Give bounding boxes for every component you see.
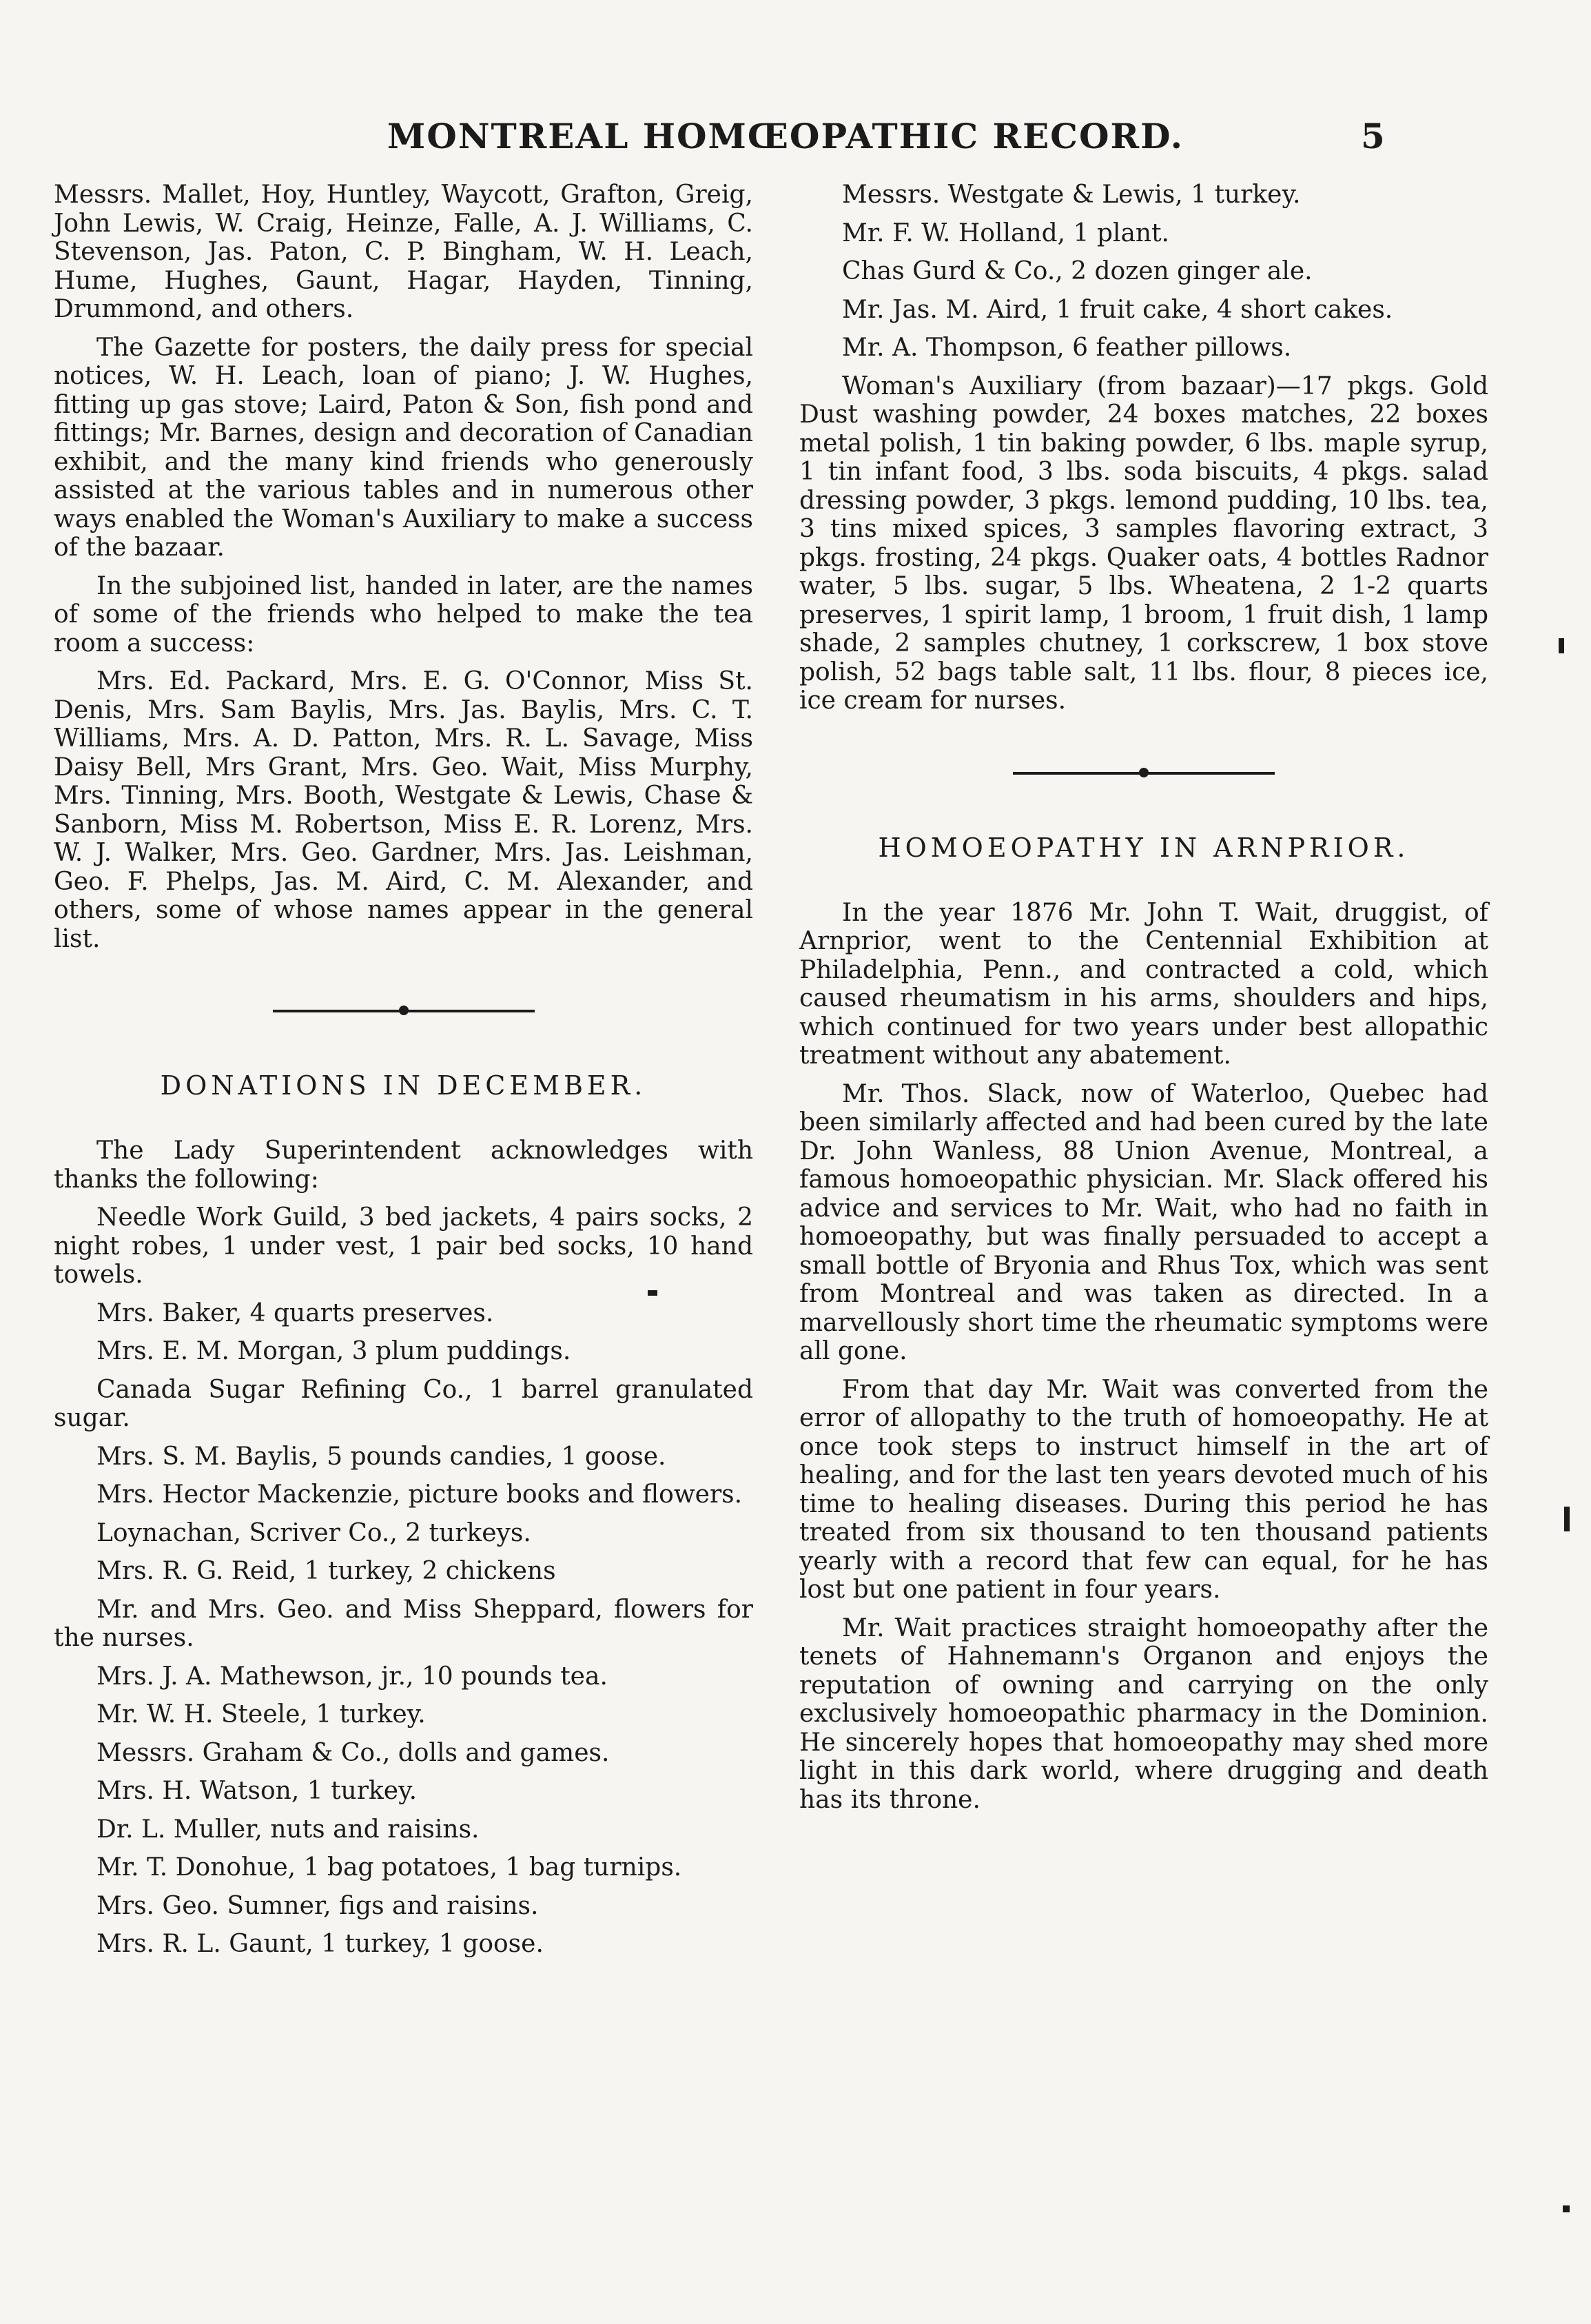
divider-dot — [399, 1006, 409, 1015]
donation-item: Mr. T. Donohue, 1 bag potatoes, 1 bag turnips. — [96, 1853, 682, 1882]
donation-item: Chas Gurd & Co., 2 dozen ginger ale. — [842, 257, 1313, 285]
donation-item: Woman's Auxiliary (from bazaar)—17 pkgs. Gold Dust washing powder, 24 boxes matches, 22 boxes metal polish, 1 tin baking powder, 6 lbs. maple syrup, 1 tin infant food, 3 lbs. soda biscuits, 4 pkgs. salad dressing powder, 3 pkgs. lemond pudding, 10 lbs. tea, 3 tins mixed spices, 3 samples flavoring extract, 3 pkgs. frosting, 24 pkgs. Quaker oats, 4 bottles Radnor water, 5 lbs. sugar, 5 lbs. Wheatena, 2 1-2 quarts preserves, 1 spirit lamp, 1 broom, 1 fruit dish, 1 lamp shade, 2 samples chutney, 1 corkscrew, 1 box stove polish, 52 bags table salt, 11 lbs. flour, 8 pieces ice, ice cream for nurses. — [799, 371, 1488, 715]
donation-item: Mr. Jas. M. Aird, 1 fruit cake, 4 short cakes. — [842, 295, 1393, 324]
page-number: 5 — [1361, 116, 1385, 156]
donation-item: Mr. W. H. Steele, 1 turkey. — [96, 1700, 426, 1729]
article-paragraph: Mr. Wait practices straight homoeopathy after the tenets of Hahnemann's Organon and enjoys the reputation of owning and carrying on the only exclusively homoeopathic pharmacy in the Dominion. He sincerely hopes that homoeopathy may shed more light in this dark world, where drugging and death has its throne. — [799, 1613, 1488, 1814]
article-paragraph: Mr. Thos. Slack, now of Waterloo, Quebec had been similarly affected and had been cured by the late Dr. John Wanless, 88 Union Avenue, Montreal, a famous homoeopathic physician. Mr. Slack offered his advice and services to Mr. Wait, who had no faith in homoeopathy, but was finally persuaded to accept a small bottle of Bryonia and Rhus Tox, which was sent from Montreal and was taken as directed. In a marvellously short time the rheumatic symptoms were all gone. — [799, 1079, 1488, 1365]
donation-item: Loynachan, Scriver Co., 2 turkeys. — [96, 1518, 531, 1547]
intro-paragraph: The Gazette for posters, the daily press for special notices, W. H. Leach, loan of piano; J. W. Hughes, fitting up gas stove; Laird, Paton & Son, fish pond and fittings; Mr. Barnes, design and decoration of Canadian exhibit, and the many kind friends who generously assisted at the various tables and in numerous other ways enabled the Woman's Auxiliary to make a success of the bazaar. — [54, 333, 753, 562]
print-speck — [1563, 2205, 1570, 2212]
donation-item: Dr. L. Muller, nuts and raisins. — [96, 1815, 480, 1844]
print-speck — [1564, 1507, 1570, 1531]
donation-item: Mrs. R. L. Gaunt, 1 turkey, 1 goose. — [96, 1930, 544, 1958]
donation-item: Mrs. E. M. Morgan, 3 plum puddings. — [96, 1337, 571, 1365]
donation-item: Mr. F. W. Holland, 1 plant. — [842, 218, 1169, 247]
left-column — [54, 181, 753, 1968]
donation-item: Mrs. H. Watson, 1 turkey. — [96, 1777, 418, 1805]
section-divider — [273, 1010, 535, 1012]
donation-item: Mr. A. Thompson, 6 feather pillows. — [842, 334, 1292, 362]
section-divider — [1013, 772, 1275, 775]
print-speck — [648, 1290, 657, 1296]
donation-item: Mrs. R. G. Reid, 1 turkey, 2 chickens — [96, 1557, 556, 1585]
donations-title: DONATIONS IN DECEMBER. — [160, 1070, 647, 1101]
donations-intro: The Lady Superintendent acknowledges with thanks the following: — [54, 1136, 753, 1194]
intro-paragraph: Messrs. Mallet, Hoy, Huntley, Waycott, Grafton, Greig, John Lewis, W. Craig, Heinze, Falle, A. J. Williams, C. Stevenson, Jas. Paton, C. P. Bingham, W. H. Leach, Hume, Hughes, Gaunt, Hagar, Hayden, Tinning, Drummond, and others. — [54, 181, 753, 323]
donation-item: Needle Work Guild, 3 bed jackets, 4 pairs socks, 2 night robes, 1 under vest, 1 pair bed socks, 10 hand towels. — [54, 1203, 753, 1289]
intro-paragraph: In the subjoined list, handed in later, are the names of some of the friends who helped to make the tea room a success: — [54, 571, 753, 658]
donation-item: Mrs. S. M. Baylis, 5 pounds candies, 1 goose. — [96, 1442, 666, 1471]
donation-item: Mrs. Geo. Sumner, figs and raisins. — [96, 1891, 539, 1920]
donation-item: Messrs. Westgate & Lewis, 1 turkey. — [842, 181, 1301, 209]
donation-item: Canada Sugar Refining Co., 1 barrel granulated sugar. — [54, 1375, 753, 1432]
right-column — [799, 181, 1488, 1824]
donation-item: Mrs. Hector Mackenzie, picture books and flowers. — [96, 1480, 743, 1509]
running-title: MONTREAL HOMŒOPATHIC RECORD. — [387, 116, 1184, 156]
donation-item: Mr. and Mrs. Geo. and Miss Sheppard, flowers for the nurses. — [54, 1595, 753, 1652]
donation-item: Mrs. Baker, 4 quarts preserves. — [96, 1298, 494, 1327]
donation-item: Messrs. Graham & Co., dolls and games. — [96, 1738, 610, 1767]
divider-dot — [1139, 768, 1149, 777]
print-speck — [1559, 638, 1564, 653]
intro-paragraph: Mrs. Ed. Packard, Mrs. E. G. O'Connor, Miss St. Denis, Mrs. Sam Baylis, Mrs. Jas. Baylis, Mrs. C. T. Williams, Mrs. A. D. Patton, Mrs. R. L. Savage, Miss Daisy Bell, Mrs Grant, Mrs. Geo. Wait, Miss Murphy, Mrs. Tinning, Mrs. Booth, Westgate & Lewis, Chase & Sanborn, Miss M. Robertson, Miss E. R. Lorenz, Mrs. W. J. Walker, Mrs. Geo. Gardner, Mrs. Jas. Leishman, Geo. F. Phelps, Jas. M. Aird, C. M. Alexander, and others, some of whose names appear in the general list. — [54, 667, 753, 953]
article-paragraph: In the year 1876 Mr. John T. Wait, druggist, of Arnprior, went to the Centennial Exhibition at Philadelphia, Penn., and contracted a cold, which caused rheumatism in his arms, shoulders and hips, which continued for two years under best allopathic treatment without any abatement. — [799, 898, 1488, 1070]
donation-item: Mrs. J. A. Mathewson, jr., 10 pounds tea. — [96, 1662, 608, 1691]
article-paragraph: From that day Mr. Wait was converted from the error of allopathy to the truth of homoeopathy. He at once took steps to instruct himself in the art of healing, and for the last ten years devoted much of his time to healing diseases. During this period he has treated from six thousand to ten thousand patients yearly with a record that few can equal, for he has lost but one patient in four years. — [799, 1375, 1488, 1604]
article-title: HOMOEOPATHY IN ARNPRIOR. — [878, 832, 1410, 863]
